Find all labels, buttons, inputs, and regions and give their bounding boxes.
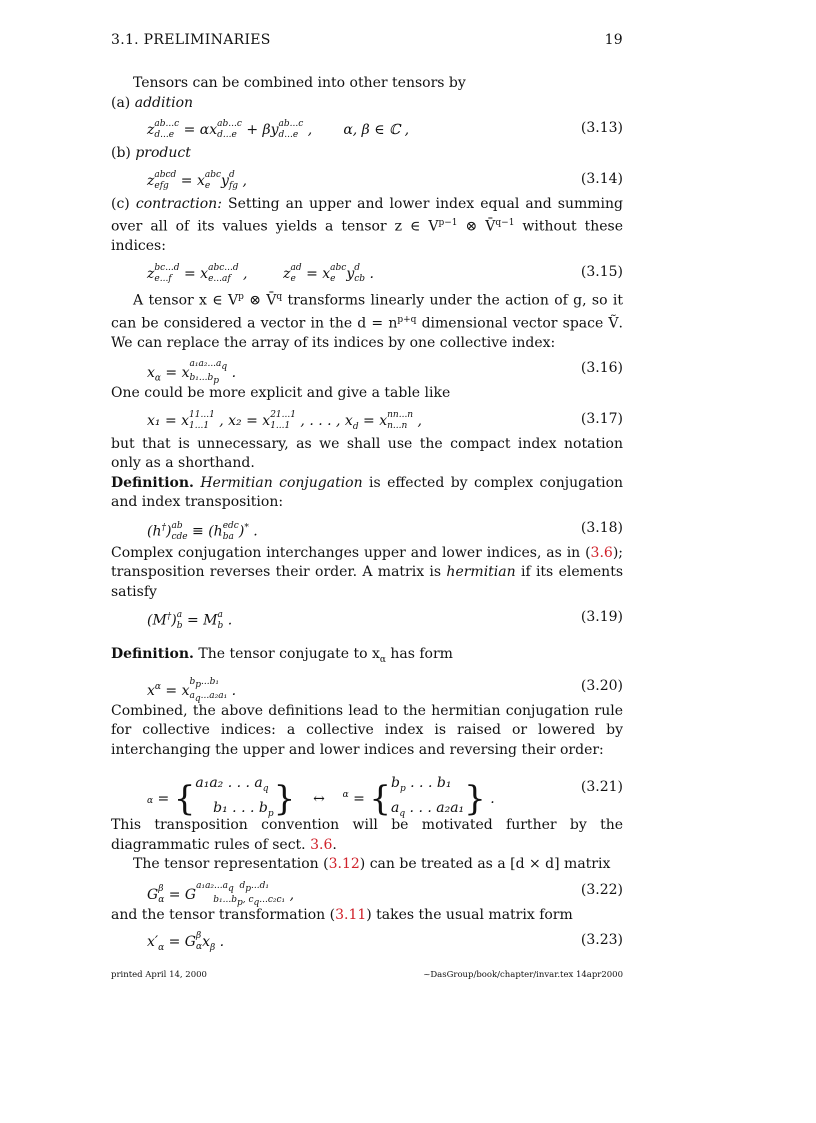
running-header [111, 32, 623, 52]
print-date: printed April 14, 2000 [111, 970, 207, 980]
equation-reference[interactable]: 3.6 [590, 544, 613, 561]
paragraph: The tensor representation (3.12) can be treated as a [d × d] matrix [133, 856, 611, 873]
page-number: 19 [604, 32, 623, 48]
definition-conjugate: Definition. The tensor conjugate to $x_\alpha$ has form [111, 646, 453, 666]
paragraph: Combined, the above definitions lead to the hermitian conjugation rule for collective indices: a collective index is raised or lowered by interchanging the upper and lower indices and reversing their order: [111, 702, 623, 758]
paragraph: This transposition convention will be motivated further by the diagrammatic rules of sect. 3.6. [111, 817, 623, 853]
equation-3-23: $x'_\alpha = G$ β α $x_\beta$ . (3.23) [147, 931, 623, 954]
item-contraction: (c) contraction: Setting an upper and lower index equal and summing over all of its values yields a tensor z ∈ $V^{p-1}$ ⊗ V̄$^{q-1}$ without these indices: [111, 195, 623, 255]
item-product: (b) product [111, 145, 191, 161]
paragraph: and the tensor transformation (3.11) takes the usual matrix form [111, 906, 573, 923]
equation-number: (3.15) [580, 263, 623, 280]
section-title: 3.1. PRELIMINARIES [111, 32, 271, 48]
equation-3-15: z bc...d e...f = x abc...d e...af , z ad e = x abc e y d cb . (3.15) [147, 262, 623, 284]
paragraph: Complex conjugation interchanges upper and lower indices, as in (3.6); transposition reverses their order. A matrix is hermitian if its elements satisfy [111, 544, 623, 600]
equation-3-13: z ab...c d...e = αx ab...c d...e + βy ab...c d...e , α, β ∈ ℂ , (3.13) [147, 119, 623, 140]
equation-3-18: (h†) ab cde ≡ (h edc ba )* . (3.18) [147, 519, 623, 542]
section-reference[interactable]: 3.6 [310, 836, 333, 853]
equation-3-21: α = {a₁a₂ . . . $a_q$ b₁ . . . $b_p$} ↔ $^\alpha = \{b_p$ . . . b₁ $a_q$ . . . a₂a₁} . (3.21) [147, 775, 623, 820]
equation-number: (3.23) [580, 932, 623, 949]
definition-hermitian: Definition. Hermitian conjugation is effected by complex conjugation and index transposition: [111, 474, 624, 511]
equation-3-20: $x^\alpha = x$ $b_p...b_1$ $a_q...a_2a_1$ . (3.20) [147, 676, 623, 704]
equation-number: (3.22) [580, 881, 623, 898]
equation-3-19: (M†) a b = M a b . (3.19) [147, 609, 623, 632]
main-text [111, 74, 623, 956]
equation-3-16: $x_\alpha = x$ $a_1a_2...a_q$ $b_1...b_p$ . (3.16) [147, 359, 623, 387]
item-addition: (a) addition [111, 94, 194, 111]
paragraph: but that is unnecessary, as we shall use the compact index notation only as a shorthand. [111, 435, 623, 472]
paragraph: One could be more explicit and give a table like [111, 385, 451, 402]
equation-number: (3.16) [580, 360, 623, 377]
equation-number: (3.19) [580, 609, 623, 626]
equation-3-17: x₁ = x 11...1 1...1 , x₂ = x 21...1 1...1 , . . . , $x_d = x$ nn...n n...n , (3.17) [147, 409, 623, 432]
equation-3-22: G β α = G $a_1a_2...a_q$ $d_p...d_1$ $b_1...b_p$, $c_q...c_2c_1$ , (3.22) [147, 880, 623, 908]
source-file: ~DasGroup/book/chapter/invar.tex 14apr2000 [423, 970, 623, 980]
equation-reference[interactable]: 3.11 [335, 906, 367, 923]
equation-number: (3.21) [580, 779, 623, 796]
equation-reference[interactable]: 3.12 [328, 856, 360, 873]
equation-number: (3.18) [580, 519, 623, 536]
equation-number: (3.20) [580, 677, 623, 694]
equation-number: (3.14) [580, 170, 623, 187]
paragraph: A tensor x ∈ $V^p$ ⊗ V̄$^q$ transforms linearly under the action of g, so it can be considered a vector in the $d = n^{p+q}$ dimensional vector space Ṽ. We can replace the array of its indices by one collective index: [111, 291, 623, 351]
paragraph: Tensors can be combined into other tensors by [133, 75, 466, 91]
equation-number: (3.13) [580, 120, 623, 136]
equation-number: (3.17) [580, 410, 623, 427]
equation-3-14: z abcd efg = x abc e y d fg , (3.14) [147, 169, 623, 191]
